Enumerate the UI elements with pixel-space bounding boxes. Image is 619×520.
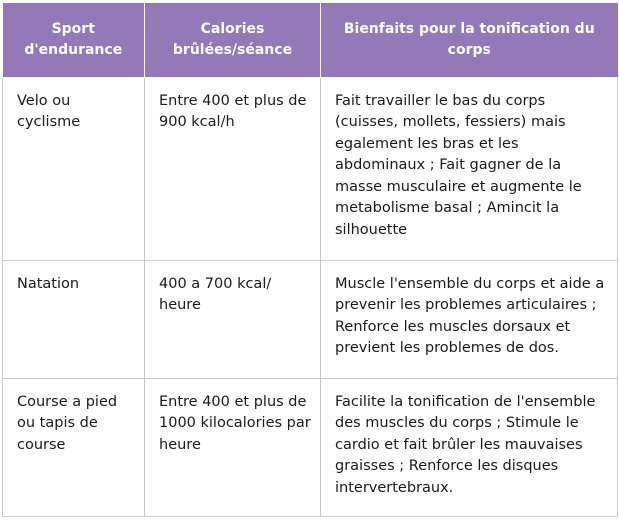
cell-benefits: Facilite la tonification de l'ensemble des muscles du corps ; Stimule le cardio et fait brûler les mauvaises graisses ; Renforce les disques intervertebraux. xyxy=(321,378,618,516)
table-row xyxy=(3,378,618,516)
table-header xyxy=(3,3,618,77)
cell-sport: Course a pied ou tapis de course xyxy=(3,378,145,516)
cell-calories: 400 a 700 kcal/ heure xyxy=(145,260,321,378)
cell-calories: Entre 400 et plus de 1000 kilocalories par heure xyxy=(145,378,321,516)
cell-sport: Natation xyxy=(3,260,145,378)
cell-benefits: Muscle l'ensemble du corps et aide a prevenir les problemes articulaires ; Renforce les muscles dorsaux et previent les problemes de dos. xyxy=(321,260,618,378)
table-body xyxy=(3,77,618,516)
sports-comparison-table xyxy=(2,3,618,517)
header-calories: Calories brûlées/séance xyxy=(145,3,321,77)
cell-benefits: Fait travailler le bas du corps (cuisses, mollets, fessiers) mais egalement les bras et les abdominaux ; Fait gagner de la masse musculaire et augmente le metabolisme basal ; Amincit la silhouette xyxy=(321,77,618,260)
table-row xyxy=(3,260,618,378)
table-row xyxy=(3,77,618,260)
header-benefits: Bienfaits pour la tonification du corps xyxy=(321,3,618,77)
cell-calories: Entre 400 et plus de 900 kcal/h xyxy=(145,77,321,260)
cell-sport: Velo ou cyclisme xyxy=(3,77,145,260)
header-sport: Sport d'endurance xyxy=(3,3,145,77)
header-row xyxy=(3,3,618,77)
